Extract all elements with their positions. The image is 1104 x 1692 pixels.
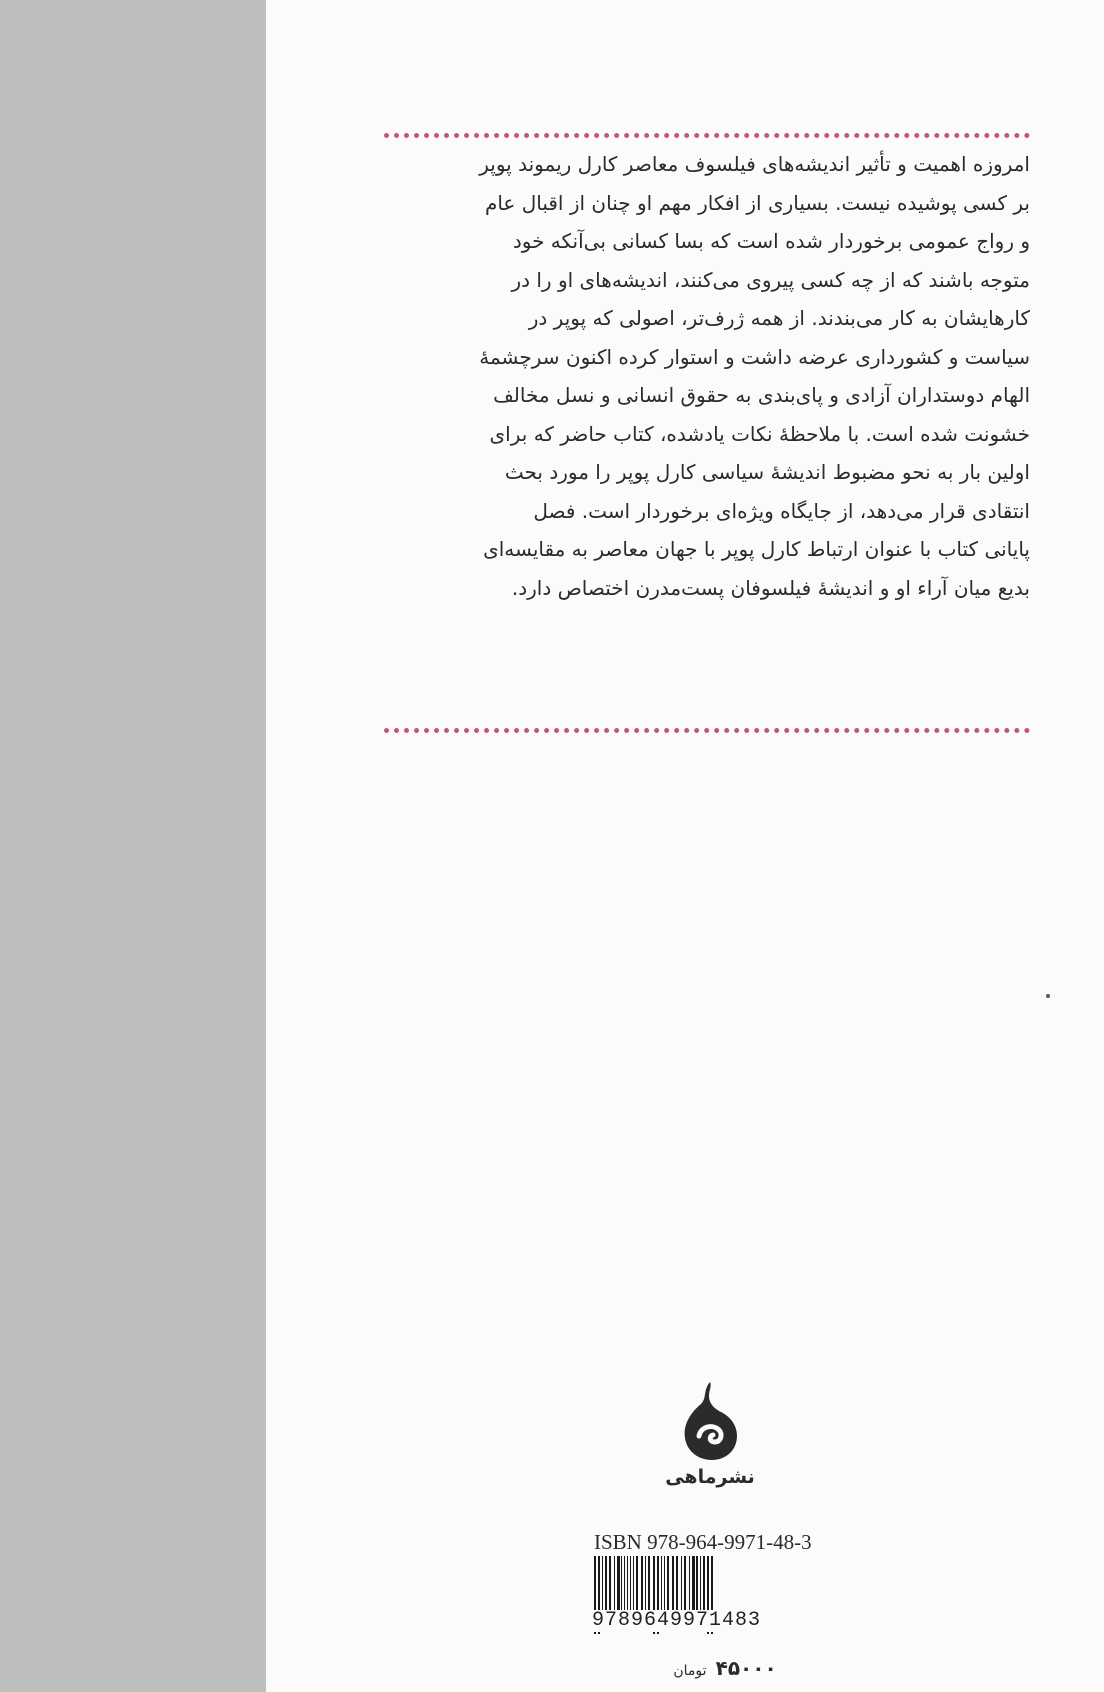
barcode-bar [621,1556,622,1612]
print-speck [1046,994,1050,998]
blurb-line: الهام دوستداران آزادی و پای‌بندی به حقوق انسانی و نسل مخالف [493,383,1030,407]
barcode-digits: 9789649971483 [592,1610,816,1632]
barcode-bar [692,1556,695,1612]
blurb-line: پایانی کتاب با عنوان ارتباط کارل پوپر با جهان معاصر به مقایسه‌ای [483,537,1030,561]
bottom-dotted-rule [384,728,1030,733]
blurb-line: سیاست و کشورداری عرضه داشت و استوار کرده اکنون سرچشمهٔ [479,344,1030,369]
barcode-bar [609,1556,611,1612]
publisher-logo [650,1380,770,1510]
blurb-line: و رواج عمومی برخوردار شده است که بسا کسانی بی‌آنکه خود [512,229,1030,253]
barcode-bar [689,1556,690,1612]
blurb-line: خشونت شده است. با ملاحظهٔ نکات یادشده، کتاب حاضر که برای [489,421,1030,446]
barcode-bar [624,1556,625,1612]
barcode-bar [602,1556,603,1612]
blurb-line: متوجه باشند که از چه کسی پیروی می‌کنند، اندیشه‌های او را در [511,267,1030,292]
barcode-bar [641,1556,643,1612]
barcode-bar [645,1556,646,1612]
book-spine [0,0,266,1692]
price [650,1656,800,1680]
barcode-bar [614,1556,615,1612]
top-dotted-rule [384,133,1030,138]
barcode-bar [617,1556,620,1612]
barcode-bar [636,1556,638,1612]
barcode-bar [633,1556,634,1612]
barcode-bar [627,1556,628,1612]
blurb-line: امروزه اهمیت و تأثیر اندیشه‌های فیلسوف معاصر کارل ریموند پوپر [479,152,1030,176]
price-unit: تومان [673,1663,707,1679]
price-amount: ۴۵۰۰۰ [715,1656,777,1680]
blurb-line: کارهایشان به کار می‌بندند. از همه ژرف‌تر، اصولی که پوپر در [528,306,1030,330]
isbn-label: ISBN 978-964-9971-48-3 [594,1530,812,1554]
barcode-bar [605,1556,607,1612]
barcode-bar [648,1556,650,1612]
barcode-bar [703,1556,705,1612]
barcode-bar [676,1556,678,1612]
barcode-bar [667,1556,669,1612]
blurb-line: انتقادی قرار می‌دهد، از جایگاه ویژه‌ای برخوردار است. فصل [533,498,1030,523]
barcode-bar [684,1556,686,1612]
barcode-bar [664,1556,665,1612]
blurb-line: اولین بار به نحو مضبوط اندیشهٔ سیاسی کارل پوپر را مورد بحث [504,460,1030,484]
barcode-bar [681,1556,682,1612]
barcode-bar [700,1556,701,1612]
back-cover-blurb [384,145,1030,607]
barcode-bar [696,1556,698,1612]
barcode-bar [672,1556,674,1612]
blurb-line: بدیع میان آراء او و اندیشهٔ فیلسوفان پست‌مدرن اختصاص دارد. [511,575,1030,600]
blurb-line: بر کسی پوشیده نیست. بسیاری از افکار مهم او چنان از اقبال عام [484,190,1030,215]
barcode-bar [630,1556,631,1612]
fish-drop-logo-icon [679,1380,741,1462]
barcode-bar [661,1556,662,1612]
publisher-name: نشرماهی [665,1466,755,1488]
